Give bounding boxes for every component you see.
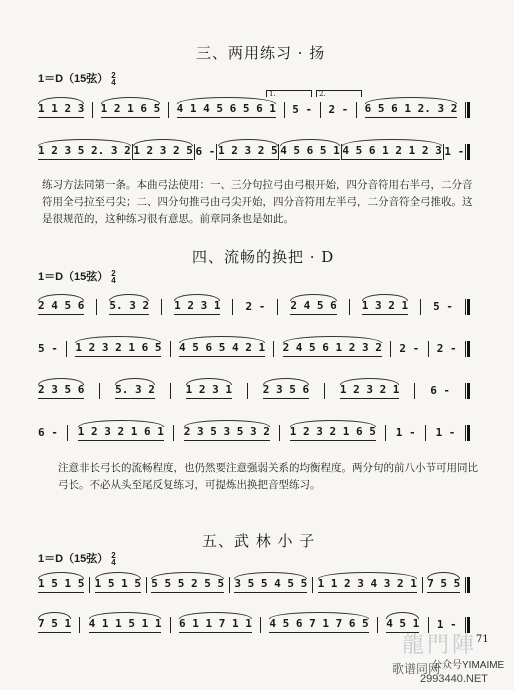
barline: [273, 341, 274, 357]
measure: 5 -: [292, 102, 313, 116]
barline: [284, 102, 285, 118]
footer-site-text: 歌谱同网: [392, 662, 441, 676]
measure: 1 1 2 3 4 3 2 1: [318, 577, 417, 593]
section-4-key-signature: [38, 268, 116, 284]
barline: [390, 341, 391, 357]
page-number: 71: [476, 634, 489, 645]
barline: [247, 383, 248, 399]
barline: [324, 383, 325, 399]
measure: 1 2 3 2 1 6 5: [75, 341, 161, 357]
measure: 2 3 5 3 5 3 2: [184, 425, 270, 441]
measure: 1 2 3 2 5: [218, 144, 278, 160]
barline: [420, 299, 421, 315]
measure: 4 5 6 1 2 1 2 3: [342, 144, 441, 160]
measure: 1 3 2 1: [362, 299, 408, 315]
measure: 7 5 5: [427, 577, 460, 593]
volta-1-label: 1.: [269, 90, 276, 98]
meter-top: 2: [111, 269, 116, 278]
key-text: 1＝D（15弦）: [38, 73, 109, 85]
score-row: [38, 103, 470, 117]
section-3-key-signature: [38, 70, 116, 86]
measure: 2 4 5 6: [290, 299, 336, 315]
measure: 4 5 6 5 4 2 1: [179, 341, 265, 357]
measure: 1 -: [395, 425, 416, 439]
measure: 2 -: [245, 299, 266, 313]
volta-2-label: 2.: [319, 90, 326, 98]
barline: [168, 102, 169, 118]
time-signature: [111, 552, 115, 566]
measure: 1 5 1 5: [95, 577, 141, 593]
barline: [67, 425, 68, 441]
measure: 5 -: [38, 341, 58, 355]
barline: [229, 577, 230, 593]
barline: [92, 102, 93, 118]
end-barline: [465, 425, 470, 441]
barline: [425, 425, 426, 441]
barline: [377, 617, 378, 633]
barline: [89, 577, 90, 593]
section-3-text: 练习方法同第一条。本曲弓法使用：一、三分句拉弓由弓根开始，四分音符用右半弓，二分音符用全弓拉至弓尖；二、四分句推弓由弓尖开始，四分音符用左半弓，二分音符全弓推收。这是很规范的，这种练习很有意思。前章同条也是如此。: [42, 179, 473, 225]
barline: [349, 299, 350, 315]
measure: 1 2 3 1: [186, 383, 232, 399]
measure: 1 2 3 2 1: [340, 383, 400, 399]
key-text: 1＝D（15弦）: [38, 553, 109, 565]
measure: 2 -: [328, 102, 349, 116]
measure: 2 3 5 6: [38, 383, 84, 399]
barline: [320, 102, 321, 118]
section-4-text: 注意非长弓长的流畅程度，也仍然要注意强弱关系的均衡程度。两分句的前八小节可用同比弓长。不必从头至尾反复练习，可提炼出换把音型练习。: [58, 462, 478, 491]
measure: 2 -: [399, 341, 420, 355]
score-row: [38, 145, 470, 159]
measure: 5. 3 2: [109, 299, 149, 315]
meter-top: 2: [111, 551, 116, 560]
time-signature: [111, 270, 115, 284]
measure: 1 2 1 6 5: [101, 102, 161, 118]
end-barline: [465, 102, 470, 118]
meter-bottom: 4: [111, 78, 116, 87]
measure: 5 5 5 2 5 5: [151, 577, 224, 593]
measure: 1 5 1 5: [38, 577, 84, 593]
volta-1: [266, 90, 312, 97]
measure: 5. 3 2: [115, 383, 155, 399]
measure: 2 3 5 6: [263, 383, 309, 399]
barline: [161, 299, 162, 315]
barline: [170, 383, 171, 399]
measure: 1 -: [436, 617, 457, 631]
measure: 2 4 5 6 1 2 3 2: [283, 341, 382, 357]
barline: [279, 425, 280, 441]
measure: 2 4 5 6: [38, 299, 84, 315]
measure: 4 1 1 5 1 1: [89, 617, 162, 633]
section-4-title: 四、流畅的换把 · D: [192, 248, 335, 266]
measure: 1 2 3 2 1 6 5: [290, 425, 376, 441]
measure: 6 5 6 1 2. 3 2: [365, 102, 458, 118]
measure: 4 1 4 5 6 5 6 1: [177, 102, 276, 118]
measure: 6 1 1 7 1 1: [179, 617, 252, 633]
barline: [422, 577, 423, 593]
section-3-title: 三、两用练习 · 扬: [196, 44, 326, 62]
measure: 4 5 6 7 1 7 6 5: [269, 617, 368, 633]
barline: [385, 425, 386, 441]
measure: 6 -: [195, 144, 216, 158]
footer-id: 2993440.NET: [420, 673, 488, 685]
barline: [96, 299, 97, 315]
barline: [428, 341, 429, 357]
barline: [79, 617, 80, 633]
measure: 1 -: [435, 425, 456, 439]
watermark-logo: 龍門陣: [402, 633, 478, 658]
barline: [414, 383, 415, 399]
measure: 1 -: [444, 144, 465, 158]
score-row: [38, 300, 470, 314]
barline: [170, 341, 171, 357]
measure: 1 2 3 2 5: [133, 144, 193, 160]
measure: 5 -: [433, 299, 453, 313]
section-5-key-signature: [38, 550, 116, 566]
meter-bottom: 4: [111, 276, 116, 285]
meter-bottom: 4: [111, 558, 116, 567]
barline: [146, 577, 147, 593]
measure: 4 5 6 5 1: [280, 144, 340, 160]
measure: 1 1 2 3: [38, 102, 84, 118]
measure: 1 2 3 1: [174, 299, 220, 315]
barline: [312, 577, 313, 593]
score-row: [38, 426, 470, 440]
end-barline: [465, 299, 470, 315]
measure: 1 2 3 2 1 6 1: [78, 425, 164, 441]
barline: [173, 425, 174, 441]
end-barline: [465, 341, 470, 357]
end-barline: [465, 383, 470, 399]
end-barline: [465, 144, 470, 160]
measure: 6 -: [430, 383, 451, 397]
barline: [170, 617, 171, 633]
measure: 4 5 1: [386, 617, 419, 633]
volta-2: [316, 90, 362, 97]
score-row: [38, 578, 470, 592]
measure: 6 -: [38, 425, 58, 439]
barline: [232, 299, 233, 315]
section-5-title: 五、武 林 小 子: [202, 532, 316, 550]
measure: 3 5 5 4 5 5: [234, 577, 307, 593]
score-row: [38, 384, 470, 398]
time-signature: [111, 72, 115, 86]
barline: [99, 383, 100, 399]
end-barline: [465, 577, 470, 593]
score-row: [38, 342, 470, 356]
key-text: 1＝D（15弦）: [38, 271, 109, 283]
barline: [277, 299, 278, 315]
measure: 1 2 3 5 2. 3 2: [38, 144, 131, 160]
barline: [260, 617, 261, 633]
footer-brand: 公众号YIMAIME: [432, 660, 505, 671]
footer-id-text: 2993440: [420, 673, 463, 685]
barline: [66, 341, 67, 357]
meter-top: 2: [111, 71, 116, 80]
measure: 2 -: [436, 341, 457, 355]
barline: [356, 102, 357, 118]
footer-net-text: NET: [465, 673, 488, 685]
measure: 7 5 1: [38, 617, 71, 633]
